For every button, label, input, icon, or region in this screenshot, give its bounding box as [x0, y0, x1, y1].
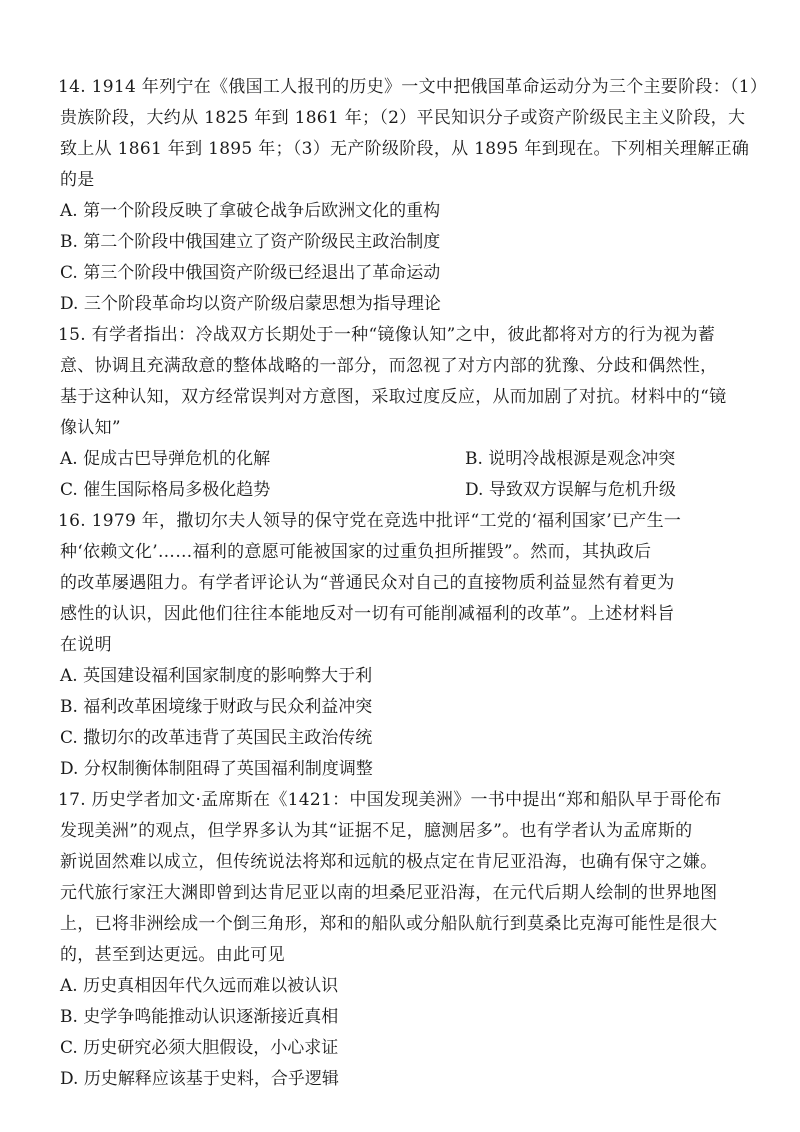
option-a: A. 英国建设福利国家制度的影响弊大于利: [60, 666, 373, 686]
question-15: [60, 320, 760, 506]
option-row: [60, 444, 760, 475]
question-17: [60, 785, 760, 1095]
option-a: A. 历史真相因年代久远而难以被认识: [60, 976, 339, 996]
option-a: A. 促成古巴导弹危机的化解: [60, 449, 271, 469]
question-stem-line: 上，已将非洲绘成一个倒三角形，郑和的船队或分船队航行到莫桑比克海可能性是很大: [60, 914, 718, 934]
question-stem-line: 的是: [60, 170, 95, 190]
question-14: [58, 72, 768, 320]
option-b: B. 第二个阶段中俄国建立了资产阶级民主政治制度: [60, 232, 441, 252]
question-stem-line: 在说明: [60, 635, 112, 655]
question-stem-line: 15. 有学者指出：冷战双方长期处于一种“镜像认知”之中，彼此都将对方的行为视为蓄: [58, 325, 716, 345]
option-row: [60, 475, 760, 506]
option-d: D. 分权制衡体制阻碍了英国福利制度调整: [60, 759, 373, 779]
question-stem-line: 像认知”: [60, 418, 121, 438]
question-stem-line: 贵族阶段，大约从 1825 年到 1861 年；（2）平民知识分子或资产阶级民主主义阶段，大: [60, 108, 746, 128]
question-stem-line: 种‘依赖文化’……福利的意愿可能被国家的过重负担所摧毁”。然而，其执政后: [60, 542, 652, 562]
question-stem-line: 感性的认识，因此他们往往本能地反对一切有可能削减福利的改革”。上述材料旨: [60, 604, 675, 624]
question-stem-line: 的，甚至到达更远。由此可见: [60, 945, 285, 965]
option-c: C. 第三个阶段中俄国资产阶级已经退出了革命运动: [60, 263, 441, 283]
question-stem-line: 意、协调且充满敌意的整体战略的一部分，而忽视了对方内部的犹豫、分歧和偶然性，: [60, 356, 718, 376]
option-d: D. 导致双方误解与危机升级: [465, 480, 676, 500]
question-stem-line: 17. 历史学者加文·孟席斯在《1421：中国发现美洲》一书中提出“郑和船队早于哥伦布: [58, 790, 722, 810]
option-d: D. 三个阶段革命均以资产阶级启蒙思想为指导理论: [60, 294, 441, 314]
option-b: B. 史学争鸣能推动认识逐渐接近真相: [60, 1007, 339, 1027]
option-c: C. 催生国际格局多极化趋势: [60, 480, 271, 500]
option-b: B. 福利改革困境缘于财政与民众利益冲突: [60, 697, 373, 717]
option-a: A. 第一个阶段反映了拿破仑战争后欧洲文化的重构: [60, 201, 441, 221]
option-d: D. 历史解释应该基于史料，合乎逻辑: [60, 1069, 339, 1089]
question-stem-line: 元代旅行家汪大渊即曾到达肯尼亚以南的坦桑尼亚沿海，在元代后期人绘制的世界地图: [60, 883, 718, 903]
question-stem-line: 发现美洲”的观点，但学界多认为其“证据不足，臆测居多”。也有学者认为孟席斯的: [60, 821, 693, 841]
question-stem-line: 14. 1914 年列宁在《俄国工人报刊的历史》一文中把俄国革命运动分为三个主要阶段：（1）: [58, 77, 768, 97]
option-b: B. 说明冷战根源是观念冲突: [465, 449, 676, 469]
option-c: C. 历史研究必须大胆假设，小心求证: [60, 1038, 339, 1058]
exam-page: [58, 72, 768, 1095]
question-16: [60, 506, 760, 785]
question-stem-line: 致上从 1861 年到 1895 年；（3）无产阶级阶段，从 1895 年到现在。下列相关理解正确: [60, 139, 750, 159]
question-stem-line: 16. 1979 年，撒切尔夫人领导的保守党在竞选中批评“工党的‘福利国家’已产生一: [58, 511, 682, 531]
question-stem-line: 新说固然难以成立，但传统说法将郑和远航的极点定在肯尼亚沿海，也确有保守之嫌。: [60, 852, 718, 872]
question-stem-line: 基于这种认知，双方经常误判对方意图，采取过度反应，从而加剧了对抗。材料中的“镜: [60, 387, 727, 407]
question-stem-line: 的改革屡遇阻力。有学者评论认为“普通民众对自己的直接物质利益显然有着更为: [60, 573, 675, 593]
option-c: C. 撒切尔的改革违背了英国民主政治传统: [60, 728, 373, 748]
